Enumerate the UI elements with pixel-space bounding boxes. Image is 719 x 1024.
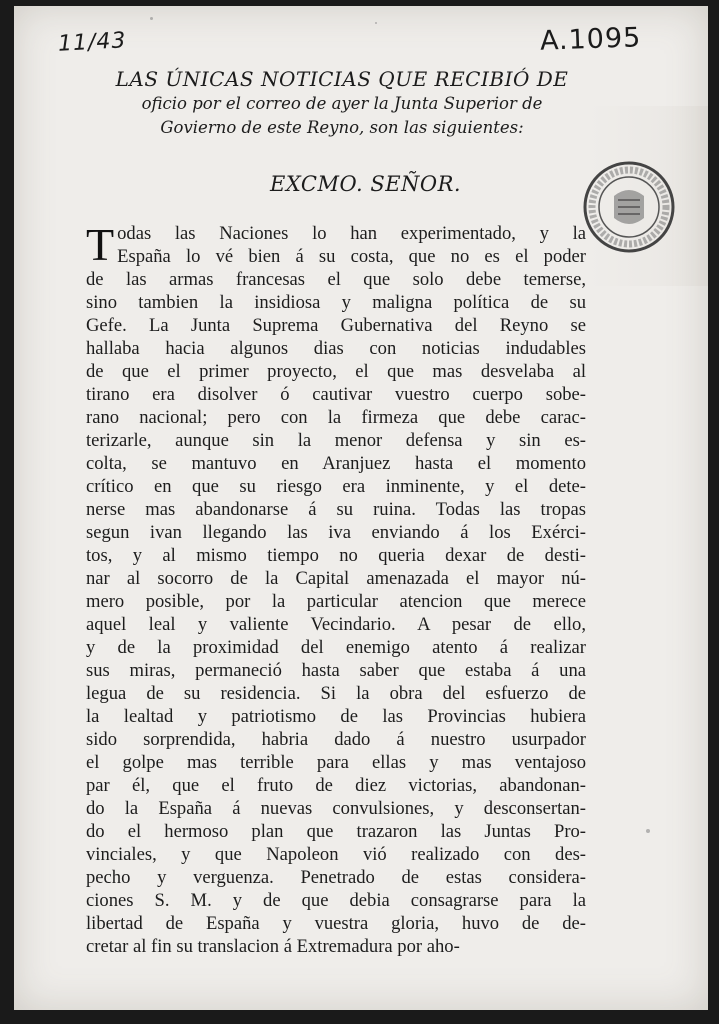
body-line: par él, que el fruto de diez victorias, abandonan- xyxy=(86,775,586,796)
body-line: nar al socorro de la Capital amenazada el mayor nú- xyxy=(86,568,586,589)
heading-line-2: oficio por el correo de ayer la Junta Superior de xyxy=(141,94,543,113)
drop-cap: T xyxy=(86,219,115,270)
paper-speck xyxy=(646,829,650,833)
body-line: sino tambien la insidiosa y maligna política de su xyxy=(86,292,586,313)
handwritten-catalog-number: A.1095 xyxy=(539,22,642,57)
body-line: do el hermoso plan que trazaron las Juntas Pro- xyxy=(86,821,586,842)
body-line: de las armas francesas el que solo debe temerse, xyxy=(86,269,586,290)
heading-line-1: LAS ÚNICAS NOTICIAS QUE RECIBIÓ DE xyxy=(115,67,569,91)
body-line: la lealtad y patriotismo de las Provincias hubiera xyxy=(86,706,586,727)
body-line: segun ivan llegando las iva enviando á los Exérci- xyxy=(86,522,586,543)
body-line: aquel leal y valiente Vecindario. A pesar de ello, xyxy=(86,614,586,635)
body-line: tirano era disolver ó cautivar vuestro cuerpo sobe- xyxy=(86,384,586,405)
heading-line-3: Govierno de este Reyno, son las siguientes: xyxy=(160,118,524,137)
body-line: odas las Naciones lo han experimentado, y la xyxy=(117,223,586,244)
body-line: terizarle, aunque sin la menor defensa y sin es- xyxy=(86,430,586,451)
paper-speck xyxy=(375,22,377,24)
body-line: sus miras, permaneció hasta saber que estaba á una xyxy=(86,660,586,681)
body-line: tos, y al mismo tiempo no queria dexar de desti- xyxy=(86,545,586,566)
body-line: cretar al fin su translacion á Extremadura por aho- xyxy=(86,936,460,957)
body-line: España lo vé bien á su costa, que no es el poder xyxy=(117,246,586,267)
body-line: colta, se mantuvo en Aranjuez hasta el momento xyxy=(86,453,586,474)
body-line: vinciales, y que Napoleon vió realizado con des- xyxy=(86,844,586,865)
salutation: EXCMO. SEÑOR. xyxy=(270,172,462,196)
body-line: de que el primer proyecto, el que mas desvelaba al xyxy=(86,361,586,382)
handwritten-folio-number: 11/43 xyxy=(57,28,128,57)
body-line: Gefe. La Junta Suprema Gubernativa del Reyno se xyxy=(86,315,586,336)
body-line: sido sorprendida, habria dado á nuestro usurpador xyxy=(86,729,586,750)
body-line: mero posible, por la particular atencion que merece xyxy=(86,591,586,612)
body-line: nerse mas abandonarse á su ruina. Todas las tropas xyxy=(86,499,586,520)
body-line: el golpe mas terrible para ellas y mas ventajoso xyxy=(86,752,586,773)
body-line: crítico en que su riesgo era inminente, y el dete- xyxy=(86,476,586,497)
body-line: y de la proximidad del enemigo atento á realizar xyxy=(86,637,586,658)
body-line: ciones S. M. y de que debia consagrarse para la xyxy=(86,890,586,911)
body-line: rano nacional; pero con la firmeza que debe carac- xyxy=(86,407,586,428)
paper-speck xyxy=(150,17,153,20)
body-line: hallaba hacia algunos dias con noticias indudables xyxy=(86,338,586,359)
body-line: legua de su residencia. Si la obra del esfuerzo de xyxy=(86,683,586,704)
body-line: pecho y verguenza. Penetrado de estas considera- xyxy=(86,867,586,888)
document-body xyxy=(86,219,586,958)
document-heading xyxy=(72,66,612,140)
body-text xyxy=(86,219,586,958)
library-stamp-icon xyxy=(582,160,676,254)
body-line: do la España á nuevas convulsiones, y desconsertan- xyxy=(86,798,586,819)
body-line: libertad de España y vuestra gloria, huvo de de- xyxy=(86,913,586,934)
